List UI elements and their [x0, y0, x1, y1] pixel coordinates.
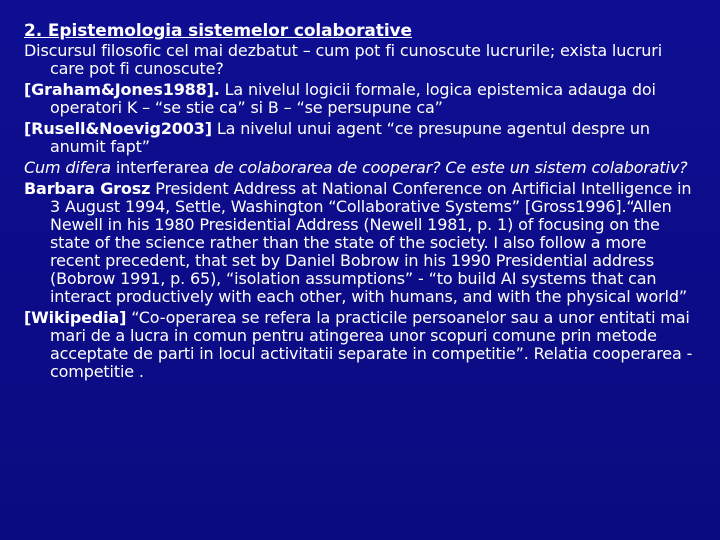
- italic-text: Cum difera: [24, 158, 111, 177]
- paragraph-text: La nivelul logicii formale, logica epistemica adauga doi operatori K – “se stie ca” si B – “se persupune ca”: [50, 80, 656, 117]
- paragraph-text: La nivelul unui agent “ce presupune agentul despre un anumit fapt”: [50, 119, 650, 156]
- reference-label: [Rusell&Noevig2003]: [24, 119, 212, 138]
- paragraph-rusell-noevig: [24, 120, 696, 156]
- reference-label: [Wikipedia]: [24, 308, 127, 327]
- paragraph-wikipedia: [24, 309, 696, 381]
- paragraph-discurs: [24, 42, 696, 78]
- paragraph-text: interferarea: [110, 158, 215, 177]
- paragraph-text: Discursul filosofic cel mai dezbatut – cum pot fi cunoscute lucrurile; exista lucruri care pot fi cunoscute?: [24, 41, 663, 78]
- paragraph-question: [24, 159, 696, 177]
- paragraph-text: President Address at National Conference on Artificial Intelligence in 3 August 1994, Settle, Washington “Collaborative Systems” [Gross1996].“Allen Newell in his 1980 Presidential Address (Newell 1981, p. 1) of focusing on the state of the science rather than the state of the society. I also follow a more recent precedent, that set by Daniel Bobrow in his 1990 Presidential address (Bobrow 1991, p. 65), “isolation assumptions” - “to build AI systems that can interact productively with each other, with humans, and with the physical world”: [50, 179, 692, 306]
- paragraph-grosz: [24, 180, 696, 306]
- reference-label: Barbara Grosz: [24, 179, 151, 198]
- paragraph-text: “Co-operarea se refera la practicile persoanelor sau a unor entitati mai mari de a lucra in comun pentru atingerea unor scopuri comune prin metode acceptate de parti in locul activitatii separate in competitie”. Relatia cooperarea - competitie .: [50, 308, 693, 381]
- paragraph-graham-jones: [24, 81, 696, 117]
- italic-text: de colaborarea de cooperar? Ce este un sistem colaborativ?: [214, 158, 688, 177]
- reference-label: [Graham&Jones1988].: [24, 80, 220, 99]
- slide-title: 2. Epistemologia sistemelor colaborative: [24, 21, 412, 41]
